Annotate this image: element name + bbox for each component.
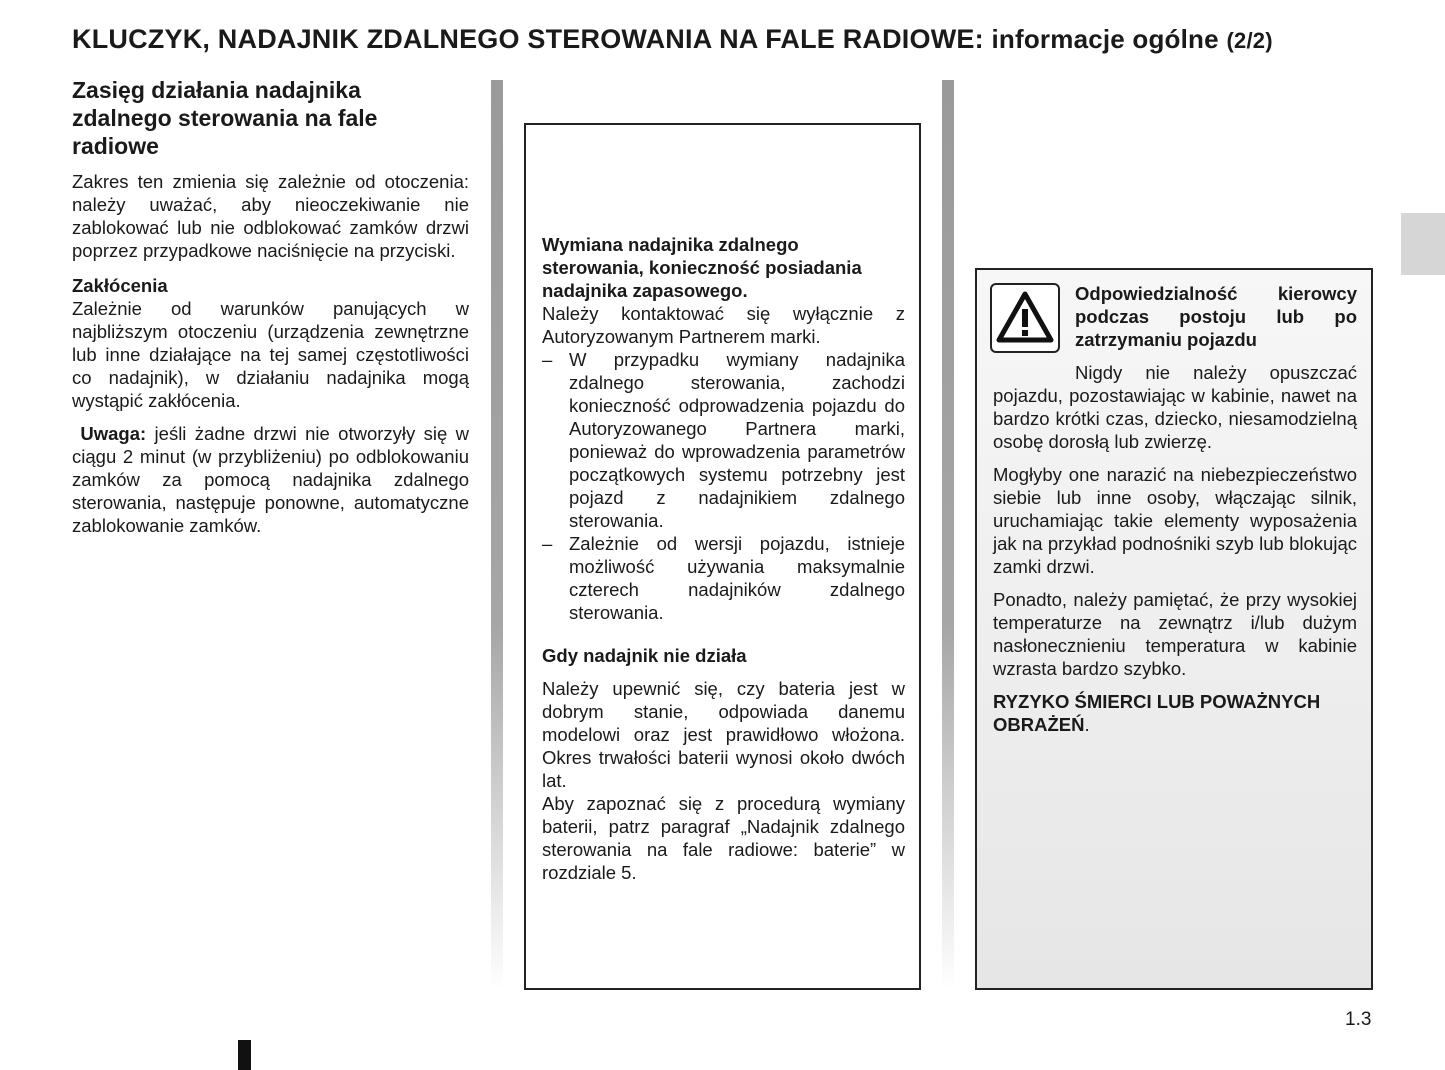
warning-paragraph: Nigdy nie należy opuszczać pojazdu, pozostawiając w kabinie, nawet na bardzo krótki czas, dziecko, niesamodzielną osobę dorosłą lub zwierzę. [993, 362, 1357, 452]
list-item-text: W przypadku wymiany nadajnika zdalnego sterowania, zachodzi konieczność odprowadzenia pojazdu do Autoryzowanego Partnera marki, ponieważ do wprowadzenia parametrów początkowych systemu potrzebny jest pojazd z nadajnikiem zdalnego sterowania. [569, 349, 905, 531]
warning-body [993, 361, 1357, 736]
section-heading [72, 76, 469, 160]
danger-notice [993, 690, 1357, 736]
page-number: 1.3 [1345, 1009, 1372, 1030]
danger-text: RYZYKO ŚMIERCI LUB POWAŻNYCH OBRAŻEŃ [993, 691, 1321, 735]
dash-bullet: – [542, 349, 553, 370]
warning-title: Odpowiedzialność kierowcy podczas postoju lub po zatrzymaniu pojazdu [1075, 283, 1357, 350]
replacement-title-line: nadajnika zapasowego. [542, 280, 748, 301]
page-title-sub: informacje ogólne [991, 24, 1219, 54]
section-heading-line: Zasięg działania nadajnika [72, 77, 361, 103]
contact-text: Należy kontaktować się wyłącznie z Autoryzowanym Partnerem marki. [542, 303, 905, 347]
interference-heading: Zakłócenia [72, 275, 168, 296]
list-item [542, 532, 905, 624]
page-title-part: (2/2) [1226, 28, 1273, 53]
replacement-title [542, 233, 905, 302]
page-title-main: KLUCZYK, NADAJNIK ZDALNEGO STEROWANIA NA FALE RADIOWE: [72, 24, 984, 54]
warning-triangle-icon [990, 283, 1060, 353]
interference-text: Zależnie od warunków panujących w najbliższym otoczeniu (urządzenia zewnętrzne lub inne działające na tej samej częstotliwości co nadajnik), w działaniu nadajnika mogą wystąpić zakłócenia. [72, 298, 469, 411]
replacement-title-line: sterowania, konieczność posiadania [542, 257, 862, 278]
danger-period: . [1084, 714, 1090, 735]
chapter-tab [1401, 213, 1445, 275]
warning-paragraph: Mogłyby one narazić na niebezpieczeństwo siebie lub inne osoby, włączając silnik, uruchamiając takie elementy wyposażenia jak na przykład podnośniki szyb lub blokując zamki drzwi. [993, 464, 1357, 577]
note-text: jeśli żadne drzwi nie otworzyły się w ciągu 2 minut (w przybliżeniu) po odblokowaniu zamków za pomocą nadajnika zdalnego sterowania, następuje ponowne, automatyczne zablokowanie zamków. [72, 423, 469, 536]
note-label: Uwaga: [80, 423, 147, 444]
warning-paragraph: Ponadto, należy pamiętać, że przy wysokiej temperaturze na zewnątrz i/lub dużym nasłonecznieniu temperatura w kabinie wzrasta bardzo szybko. [993, 589, 1357, 679]
section-heading-line: zdalnego sterowania na fale [72, 105, 378, 131]
note-paragraph [72, 422, 469, 537]
warning-box [975, 268, 1373, 990]
replacement-title-line: Wymiana nadajnika zdalnego [542, 234, 799, 255]
list-item [542, 348, 905, 532]
column-divider-bar [942, 80, 954, 990]
procedure-text: Aby zapoznać się z procedurą wymiany baterii, patrz paragraf „Nadajnik zdalnego sterowania na fale radiowe: baterie” w rozdziale 5. [542, 793, 905, 883]
crop-mark [238, 1040, 251, 1070]
section-heading-line: radiowe [72, 133, 159, 159]
column-divider-bar [491, 80, 503, 990]
list-item-text: Zależnie od wersji pojazdu, istnieje możliwość używania maksymalnie czterech nadajników zdalnego sterowania. [569, 533, 905, 623]
page-title [72, 24, 1392, 55]
battery-text: Należy upewnić się, czy bateria jest w dobrym stanie, odpowiada danemu modelowi oraz jest prawidłowo włożona. Okres trwałości baterii wynosi około dwóch lat. [542, 678, 905, 791]
dash-bullet: – [542, 533, 553, 554]
remote-replacement-box [524, 123, 921, 990]
range-intro-text: Zakres ten zmienia się zależnie od otoczenia: należy uważać, aby nieoczekiwanie nie zablokować lub nie odblokować zamków drzwi poprzez przypadkowe naciśnięcie na przyciski. [72, 171, 469, 261]
remote-replacement-content [542, 233, 905, 884]
left-column [72, 76, 469, 537]
not-working-heading: Gdy nadajnik nie działa [542, 645, 747, 666]
